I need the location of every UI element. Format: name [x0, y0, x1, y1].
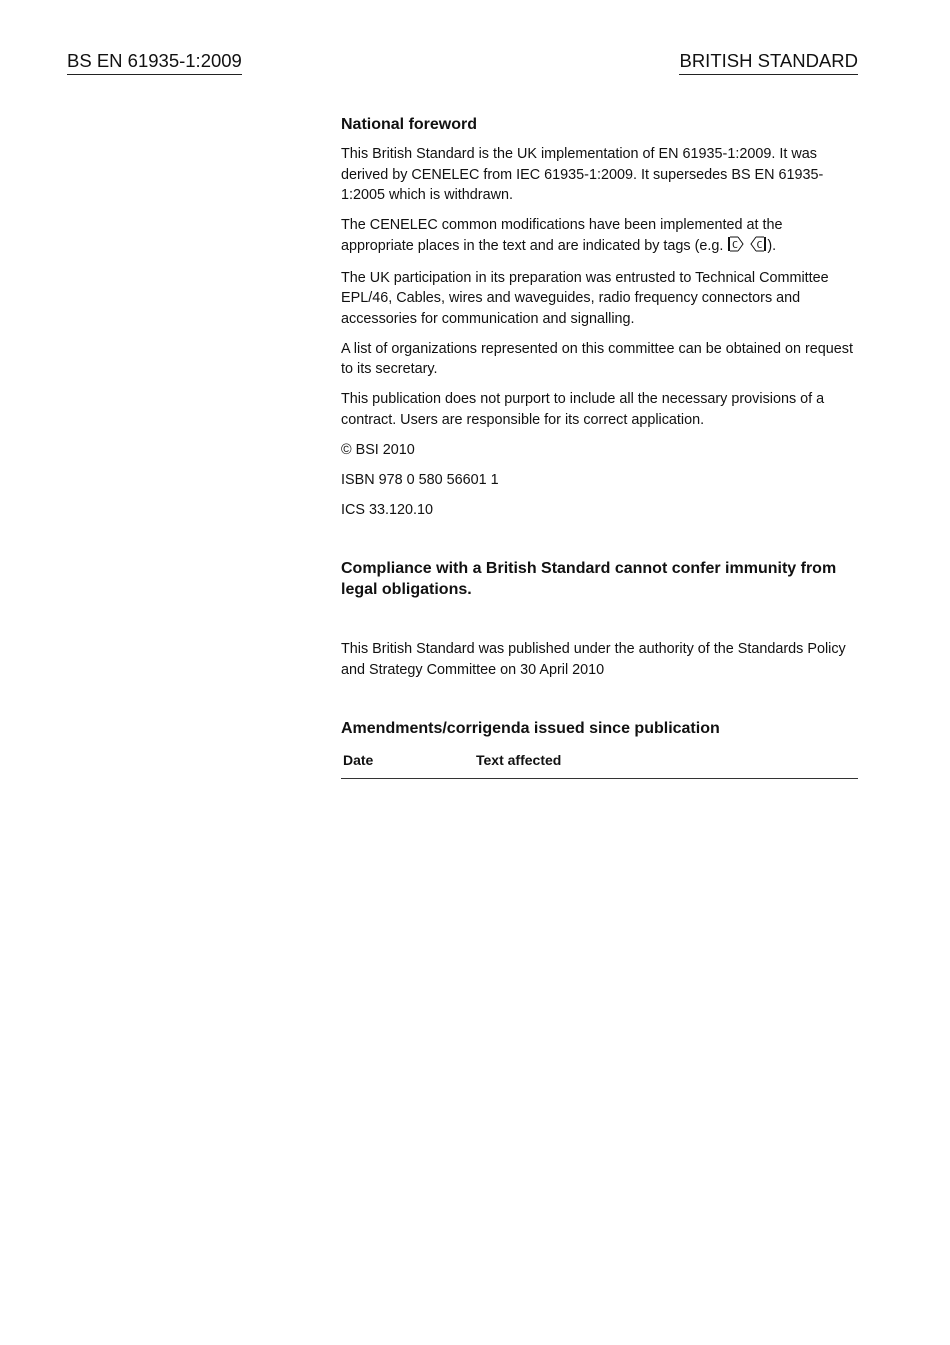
common-modifications-text: The CENELEC common modifications have been implemented at the appropriate places in the text and are indicated by tags (e.g. [341, 217, 783, 254]
national-foreword-heading: National foreword [341, 116, 478, 133]
copyright-line: © BSI 2010 [341, 441, 415, 458]
standard-type: BRITISH STANDARD [679, 50, 858, 75]
svg-text:C: C [756, 239, 763, 251]
svg-text:C: C [732, 239, 739, 251]
foreword-paragraph-organizations: A list of organizations represented on this committee can be obtained on request to its secretary. [341, 340, 853, 377]
standard-number: BS EN 61935-1:2009 [67, 50, 242, 75]
end-tag-icon [749, 236, 767, 259]
foreword-paragraph-common-modifications [341, 215, 858, 258]
amendments-heading: Amendments/corrigenda issued since publication [341, 720, 720, 737]
amendments-header-row [341, 751, 858, 779]
foreword-paragraph-implementation: This British Standard is the UK implementation of EN 61935-1:2009. It was derived by CENELEC from IEC 61935-1:2009. It supersedes BS EN 61935-1:2005 which is withdrawn. [341, 146, 824, 203]
date-column-header: Date [341, 751, 474, 779]
amendments-table [341, 751, 858, 779]
common-modifications-text-end: ). [767, 237, 777, 254]
main-content [341, 114, 858, 779]
isbn-line: ISBN 978 0 580 56601 1 [341, 471, 499, 488]
start-tag-icon [727, 236, 745, 259]
foreword-paragraph-committee: The UK participation in its preparation was entrusted to Technical Committee EPL/46, Cables, wires and waveguides, radio frequency connectors and accessories for communication and signalling. [341, 269, 829, 327]
text-affected-column-header: Text affected [474, 751, 858, 779]
foreword-paragraph-contract: This publication does not purport to include all the necessary provisions of a contract. Users are responsible for its correct application. [341, 391, 825, 428]
compliance-statement: Compliance with a British Standard cannot confer immunity from legal obligations. [341, 560, 837, 598]
authority-statement: This British Standard was published under the authority of the Standards Policy and Strategy Committee on 30 April 2010 [341, 641, 846, 678]
ics-line: ICS 33.120.10 [341, 501, 434, 518]
